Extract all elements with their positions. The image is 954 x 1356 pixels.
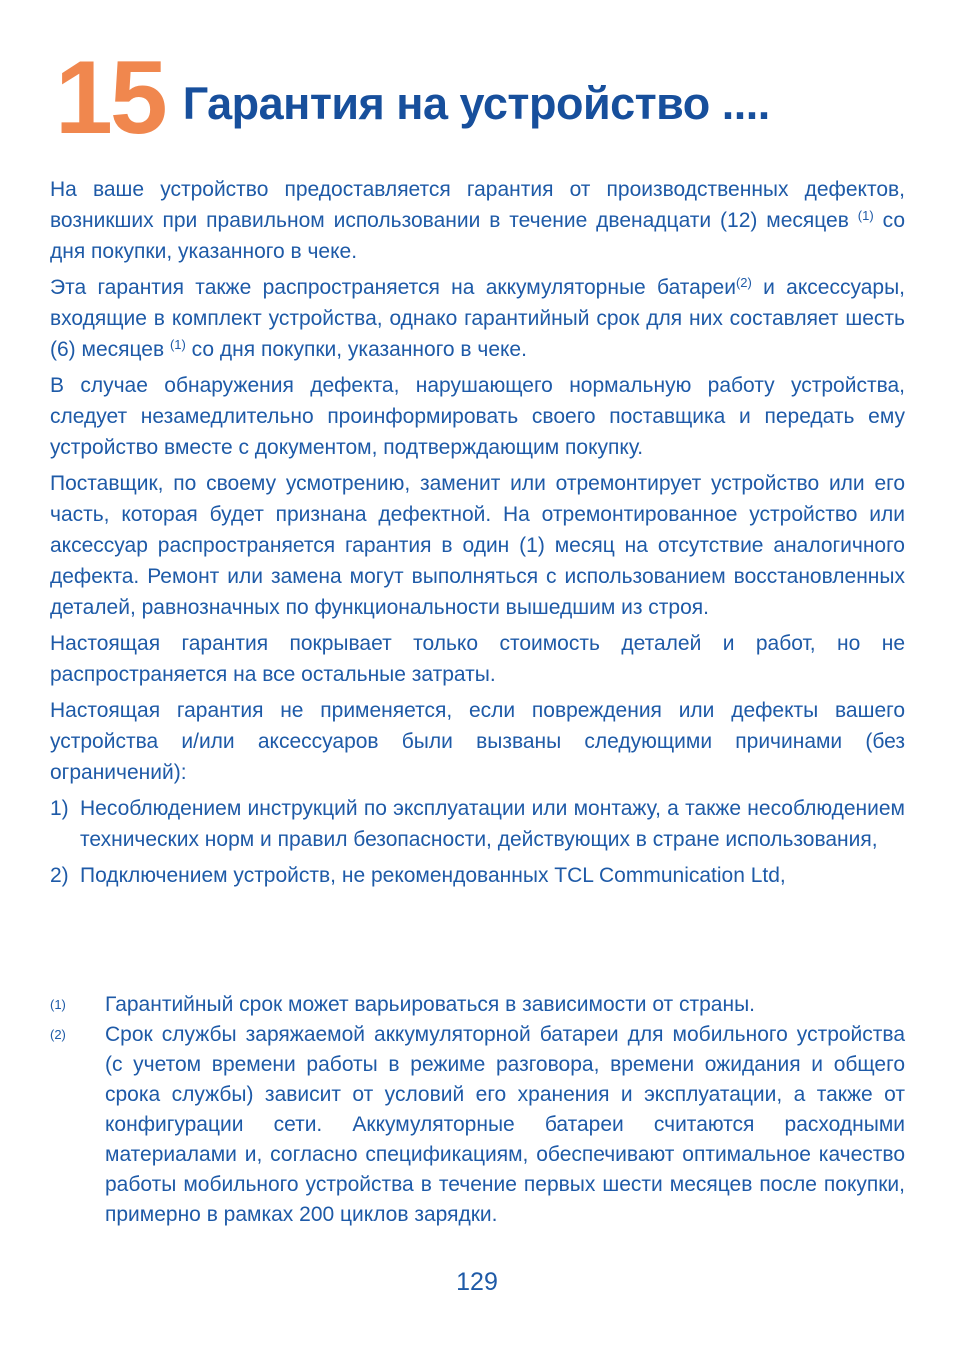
footnote-marker: (2) (50, 1027, 66, 1042)
paragraph-text: со дня покупки, указанного в чеке. (185, 338, 527, 361)
paragraph-defect-report: В случае обнаружения дефекта, нарушающего нормальную работу устройства, следует незамедлительно проинформировать своего поставщика и передать ему устройство вместе с документом, подтверждающим покупку. (50, 374, 905, 459)
footnote-text: Гарантийный срок может варьироваться в зависимости от страны. (105, 993, 756, 1016)
footnote-2 (50, 1020, 905, 1230)
exclusions-list (50, 793, 905, 891)
list-item-text: Несоблюдением инструкций по эксплуатации или монтажу, а также несоблюдением технических норм и правил безопасности, действующих в стране использования, (80, 797, 905, 851)
footnote-ref-2: (2) (735, 275, 752, 290)
paragraph-warranty-period (50, 174, 905, 267)
list-item-marker: 1) (50, 797, 69, 820)
chapter-header (0, 0, 954, 156)
list-item-marker: 2) (50, 864, 69, 887)
paragraph-text: со дня покупки, указанного в чеке. (50, 209, 905, 263)
footnote-1 (50, 990, 905, 1020)
chapter-number: 15 (55, 40, 165, 156)
footnotes-section (50, 990, 905, 1230)
chapter-title: Гарантия на устройство .... (182, 78, 770, 129)
footnote-marker: (1) (50, 997, 66, 1012)
body-content (0, 146, 954, 891)
footnote-ref-1: (1) (169, 337, 186, 352)
paragraph-text: Эта гарантия также распространяется на аккумуляторные батареи (50, 276, 736, 299)
paragraph-exclusions-intro: Настоящая гарантия не применяется, если повреждения или дефекты вашего устройства и/или аксессуаров были вызваны следующими причинами (без ограничений): (50, 699, 905, 784)
page-number: 129 (456, 1268, 498, 1296)
list-item (50, 793, 905, 855)
list-item-text: Подключением устройств, не рекомендованных TCL Communication Ltd, (80, 864, 786, 887)
footnote-ref-1: (1) (857, 208, 874, 223)
paragraph-text: и аксессуары, входящие в комплект устройства, однако гарантийный срок для них составляет шесть (6) месяцев (50, 276, 906, 361)
paragraph-text: На ваше устройство предоставляется гарантия от производственных дефектов, возникших при правильном использовании в течение двенадцати (12) месяцев (50, 178, 905, 232)
paragraph-coverage: Настоящая гарантия покрывает только стоимость деталей и работ, но не распространяется на все остальные затраты. (50, 632, 905, 686)
paragraph-battery-accessories (50, 272, 905, 365)
footnote-text: Срок службы заряжаемой аккумуляторной батареи для мобильного устройства (с учетом времени работы в режиме разговора, времени ожидания и общего срока службы) зависит от условий его хранения и эксплуатации, а также от конфигурации сети. Аккумуляторные батареи считаются расходными материалами и, согласно спецификациям, обеспечивают оптимальное качество работы мобильного устройства в течение первых шести месяцев после покупки, примерно в рамках 200 циклов зарядки. (105, 1023, 905, 1226)
paragraph-repair-replace: Поставщик, по своему усмотрению, заменит или отремонтирует устройство или его часть, которая будет признана дефектной. На отремонтированное устройство или аксессуар распространяется гарантия в один (1) месяц на отсутствие аналогичного дефекта. Ремонт или замена могут выполняться с использованием восстановленных деталей, равнозначных по функциональности вышедшим из строя. (50, 472, 905, 619)
list-item (50, 860, 905, 891)
